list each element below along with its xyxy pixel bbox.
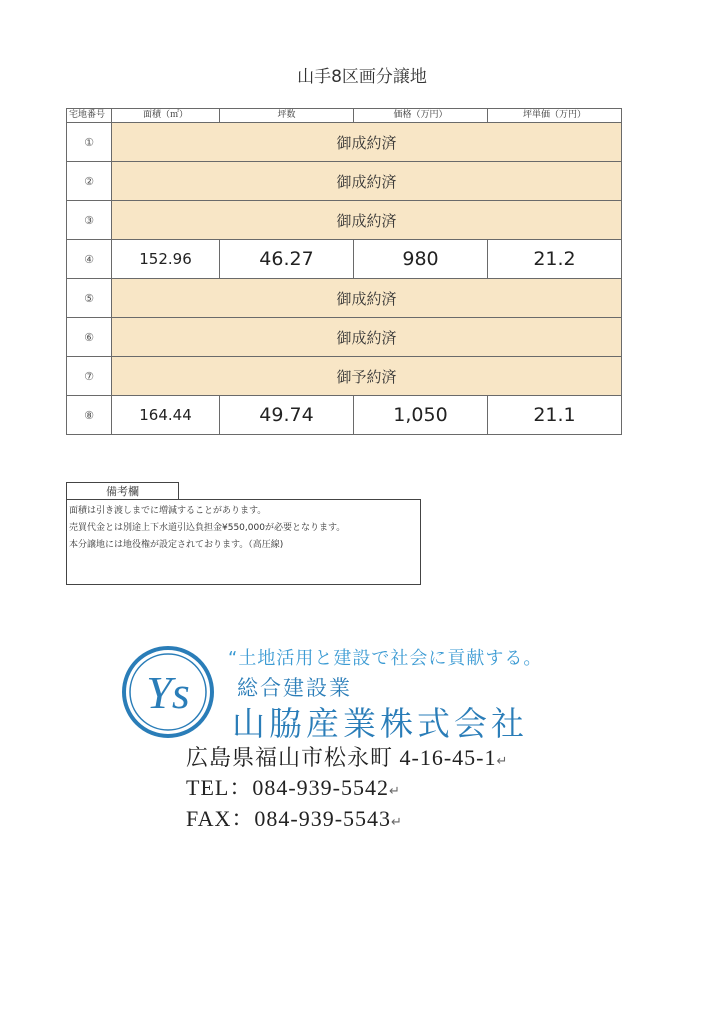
lot-number: ⑤ (67, 279, 112, 318)
remarks-line: 面積は引き渡しまでに増減することがあります。 (69, 506, 267, 516)
lot-tsubo: 49.74 (220, 396, 354, 435)
lot-table (66, 108, 622, 435)
lot-number: ① (67, 123, 112, 162)
lot-status: 御成約済 (112, 162, 622, 201)
company-address-line (186, 741, 508, 772)
header-tsubo: 坪数 (220, 109, 354, 123)
header-lot-number: 宅地番号 (67, 109, 112, 123)
company-fax: FAX：084-939-5543 (186, 806, 392, 831)
lot-price: 1,050 (354, 396, 488, 435)
table-row (67, 240, 622, 279)
lot-status: 御成約済 (112, 201, 622, 240)
lot-status: 御成約済 (112, 279, 622, 318)
table-row (67, 162, 622, 201)
lot-area: 152.96 (112, 240, 220, 279)
return-mark-icon: ↵ (391, 814, 403, 829)
lot-status: 御成約済 (112, 318, 622, 357)
table-row (67, 123, 622, 162)
return-mark-icon: ↵ (496, 753, 509, 768)
lot-status: 御予約済 (112, 357, 622, 396)
lot-area: 164.44 (112, 396, 220, 435)
company-address: 広島県福山市松永町 4-16-45-1 (186, 745, 497, 770)
lot-number: ⑦ (67, 357, 112, 396)
page-title: 山手8区画分譲地 (297, 67, 427, 87)
lot-status: 御成約済 (112, 123, 622, 162)
lot-number: ④ (67, 240, 112, 279)
table-row (67, 357, 622, 396)
remarks-label: 備考欄 (66, 482, 179, 499)
return-mark-icon: ↵ (388, 783, 401, 798)
table-row (67, 396, 622, 435)
company-tel-line (186, 771, 401, 802)
remarks-line: 売買代金とは別途上下水道引込負担金¥550,000が必要となります。 (69, 523, 346, 533)
lot-number: ② (67, 162, 112, 201)
company-tel: TEL：084-939-5542 (186, 775, 389, 800)
company-logo (120, 644, 216, 740)
table-row (67, 201, 622, 240)
logo-text: Ys (146, 667, 190, 718)
lot-unit-price: 21.2 (488, 240, 622, 279)
company-fax-line (186, 802, 403, 833)
table-header-row (67, 109, 622, 123)
lot-tsubo: 46.27 (220, 240, 354, 279)
table-row (67, 318, 622, 357)
lot-number: ⑥ (67, 318, 112, 357)
table-row (67, 279, 622, 318)
header-unit-price: 坪単価（万円） (488, 109, 622, 123)
remarks-box (66, 499, 421, 585)
company-slogan: “土地活用と建設で社会に貢献する。 (228, 648, 543, 669)
lot-price: 980 (354, 240, 488, 279)
lot-number: ⑧ (67, 396, 112, 435)
header-area: 面積（㎡） (112, 109, 220, 123)
company-name: 山脇産業株式会社 (232, 704, 528, 743)
remarks-line: 本分譲地には地役権が設定されております。（高圧線) (69, 540, 284, 550)
lot-unit-price: 21.1 (488, 396, 622, 435)
company-type: 総合建設業 (237, 676, 352, 700)
lot-number: ③ (67, 201, 112, 240)
header-price: 価格（万円） (354, 109, 488, 123)
